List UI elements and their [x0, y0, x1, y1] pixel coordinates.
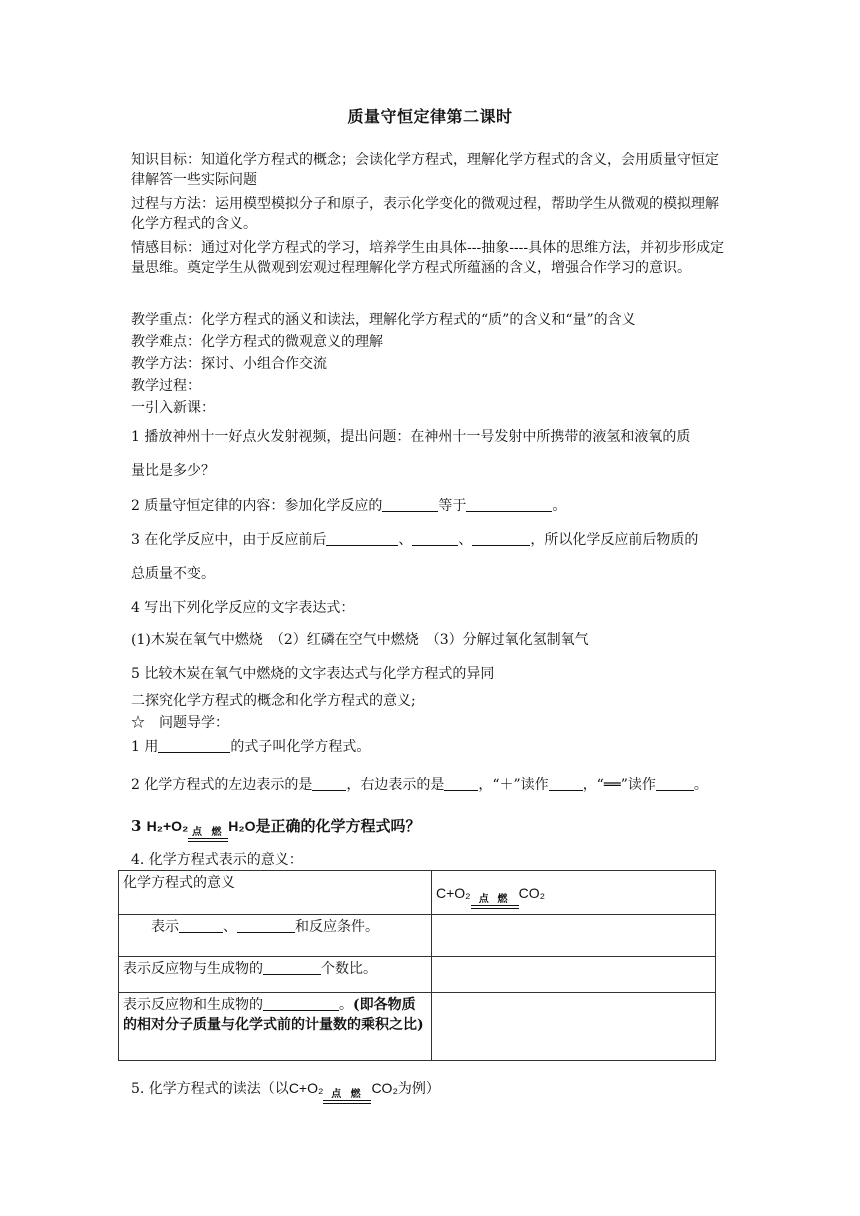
header-formula: [436, 883, 711, 909]
question-3-line-a: [131, 530, 731, 550]
row3-text-b: 。: [339, 997, 353, 1013]
table-row: [119, 871, 716, 915]
table-cell: [432, 915, 716, 957]
blank: [412, 531, 458, 546]
row3-text-a: 表示反应物和生成物的: [123, 997, 263, 1013]
key-point: 教学重点：化学方程式的涵义和读法，理解化学方程式的“质”的含义和“量”的含义: [131, 312, 636, 328]
difficulty: 教学难点：化学方程式的微观意义的理解: [131, 334, 383, 350]
blank: [237, 918, 295, 933]
row1-separator: 、: [223, 919, 237, 935]
prompt-3: [131, 816, 731, 842]
p2-text-a: 2 化学方程式的左边表示的是: [131, 777, 313, 793]
p2-text-c: ，“＋”读作: [478, 777, 549, 793]
table-cell: [432, 993, 716, 1061]
reaction-arrow: [323, 1090, 371, 1104]
teaching-method: 教学方法：探讨、小组合作交流: [131, 356, 327, 372]
p1-text-a: 1 用: [131, 739, 159, 755]
question-1-line-b: 量比是多少？: [131, 463, 215, 479]
p3-product: H₂O: [228, 818, 256, 834]
p2-text-d: ，“══”读作: [582, 777, 656, 793]
emotion-objective: 情感目标：通过对化学方程式的学习，培养学生由具体---抽象----具体的思维方法，并初步形成定量思维。奠定学生从微观到宏观过程理解化学方程式所蕴涵的含义，增强合作学习的意识。: [131, 240, 725, 276]
meaning-table: [118, 870, 716, 1061]
q3-text-b: ，所以化学反应前后物质的: [530, 532, 699, 548]
blank: [656, 776, 694, 791]
q3-text-a: 3 在化学反应中，由于反应前后: [131, 532, 327, 548]
reaction-arrow: [188, 828, 228, 842]
blank: [263, 960, 321, 975]
table-row: [119, 957, 716, 993]
knowledge-objective: 知识目标：知道化学方程式的概念；会读化学方程式，理解化学方程式的含义，会用质量守恒定律解答一些实际问题: [131, 152, 719, 188]
reaction-condition: 点 燃: [478, 894, 511, 905]
blank: [326, 531, 398, 546]
table-cell: [432, 957, 716, 993]
q3-separator: 、: [398, 532, 413, 548]
q2-text-c: 。: [552, 498, 567, 514]
table-row: [119, 915, 716, 957]
q2-text-a: 2 质量守恒定律的内容：参加化学反应的: [131, 498, 383, 514]
double-line: [323, 1100, 371, 1104]
prompt-5: [131, 1078, 731, 1104]
blank: [158, 738, 230, 753]
table-cell: [432, 871, 716, 915]
question-2: [131, 496, 731, 516]
blank: [472, 531, 530, 546]
row3-note: (即各物质的相对分子质量与化学式前的计量数的乘积之比): [123, 997, 424, 1033]
row1-text-b: 和反应条件。: [295, 919, 379, 935]
page-title: 质量守恒定律第二课时: [347, 107, 513, 126]
p1-text-b: 的式子叫化学方程式。: [230, 739, 371, 755]
p3-number: 3: [131, 817, 142, 835]
reaction-condition: 点 燃: [192, 827, 225, 838]
double-line: [188, 838, 228, 842]
p3-reactants: H₂+O₂: [146, 818, 189, 834]
prompt-1: [131, 737, 731, 757]
row1-text-a: 表示: [151, 919, 179, 935]
blank: [382, 497, 438, 512]
prompt-4: 4. 化学方程式表示的意义：: [131, 852, 303, 868]
table-cell: [119, 871, 432, 915]
blank: [263, 996, 339, 1011]
blank: [312, 776, 346, 791]
blank: [549, 776, 583, 791]
blank: [179, 918, 223, 933]
question-3-line-b: 总质量不变。: [131, 566, 215, 582]
process-objective: 过程与方法：运用模型模拟分子和原子，表示化学变化的微观过程，帮助学生从微观的模拟理解化学方程式的含义。: [131, 196, 719, 232]
section2-heading: 二探究化学方程式的概念和化学方程式的意义;: [131, 693, 416, 709]
row2-text-b: 个数比。: [321, 961, 377, 977]
p2-text-b: ，右边表示的是: [346, 777, 445, 793]
question-4-items: (1)木炭在氧气中燃烧 （2）红磷在空气中燃烧 （3）分解过氧化氢制氧气: [131, 632, 589, 648]
prompt-2: [131, 775, 731, 795]
table-header-label: 化学方程式的意义: [123, 875, 235, 891]
question-4: 4 写出下列化学反应的文字表达式：: [131, 600, 355, 616]
p5-text-a: 5. 化学方程式的读法（以: [131, 1081, 289, 1097]
formula-product: CO₂: [518, 885, 546, 901]
row2-text-a: 表示反应物与生成物的: [123, 961, 263, 977]
q3-separator: 、: [458, 532, 473, 548]
reaction-condition: 点 燃: [331, 1089, 364, 1100]
p5-reactants: C+O₂: [288, 1080, 324, 1096]
q2-text-b: 等于: [438, 498, 467, 514]
process-heading: 教学过程：: [131, 378, 201, 394]
reaction-arrow: [471, 895, 519, 909]
table-row: [119, 993, 716, 1061]
formula-reactants: C+O₂: [436, 885, 471, 901]
question-5: 5 比较木炭在氧气中燃烧的文字表达式与化学方程式的异同: [131, 666, 495, 682]
double-line: [471, 905, 519, 909]
guide-heading: ☆ 问题导学：: [131, 715, 229, 731]
blank: [444, 776, 478, 791]
p2-text-e: 。: [693, 777, 708, 793]
question-1-line-a: 1 播放神州十一好点火发射视频，提出问题：在神州十一号发射中所携带的液氢和液氧的质: [131, 429, 691, 445]
table-cell: [119, 957, 432, 993]
table-cell: [119, 993, 432, 1061]
p5-text-b: 为例）: [397, 1081, 440, 1097]
table-cell: [119, 915, 432, 957]
p5-product: CO₂: [371, 1080, 398, 1096]
blank: [466, 497, 552, 512]
p3-question: 是正确的化学方程式吗？: [255, 817, 421, 835]
section1-heading: 一引入新课：: [131, 400, 215, 416]
